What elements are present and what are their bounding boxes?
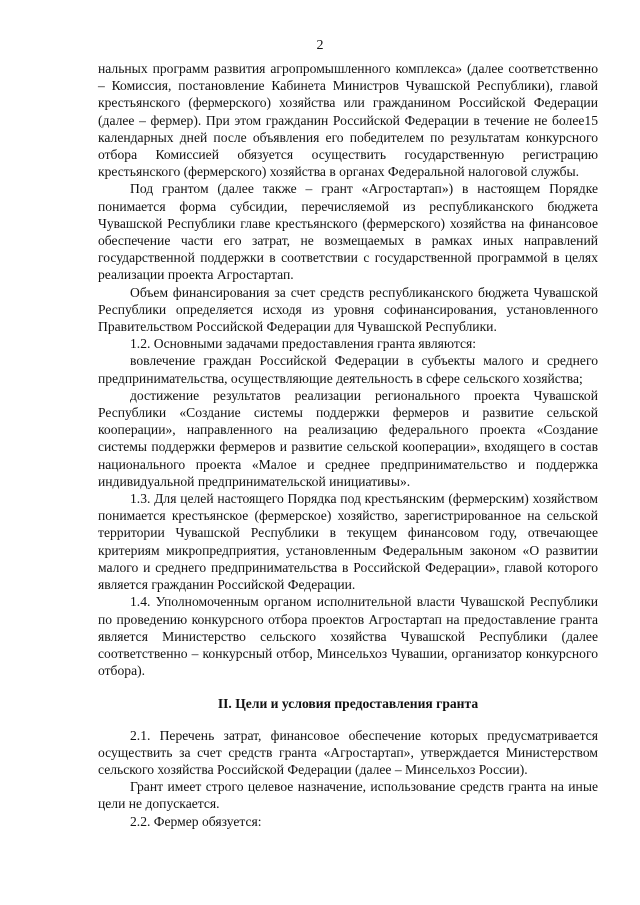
paragraph: 2.1. Перечень затрат, финансовое обеспечение которых предусматривается осуществить за счет средств гранта «Агростартап», утверждается Министерством сельского хозяйства Российской Федерации (далее – Минсельхоз России). (98, 727, 598, 777)
paragraph: 1.3. Для целей настоящего Порядка под крестьянским (фермерским) хозяйством понимается крестьянское (фермерское) хозяйство, зарегистрированное на сельской территории Чувашской Республики в текущем финансовом году, отвечающее критериям микропредприятия, установленным Федеральным законом «О развитии малого и среднего предпринимательства в Российской Федерации», главой которого является гражданин Российской Федерации. (98, 491, 598, 593)
paragraph: достижение результатов реализации регионального проекта Чувашской Республики «Создание системы поддержки фермеров и развитие сельской кооперации», направленного на реализацию федерального проекта «Создание системы поддержки фермеров и развитие сельской кооперации», входящего в состав национального проекта «Малое и среднее предпринимательство и поддержка индивидуальной предпринимательской инициативы». (98, 387, 598, 489)
page-number: 2 (316, 38, 324, 53)
paragraph: нальных программ развития агропромышленного комплекса» (далее соответственно – Комиссия, постановление Кабинета Министров Чувашской Республики), главой крестьянского (фермерского) хозяйства или гражданином Российской Федерации (далее – фермер). При этом гражданин Российской Федерации в течение не более15 календарных дней после объявления его победителем по результатам конкурсного отбора Комиссией обязуется осуществить государственную регистрацию крестьянского (фермерского) хозяйства в органах Федеральной налоговой службы. (98, 61, 598, 180)
paragraphs-top (98, 60, 598, 679)
section-heading: II. Цели и условия предоставления гранта (217, 696, 479, 712)
paragraph: 1.4. Уполномоченным органом исполнительной власти Чувашской Республики по проведению конкурсного отбора проектов Агростартап на предоставление гранта является Министерство сельского хозяйства Чувашской Республики (далее соответственно – конкурсный отбор, Минсельхоз Чувашии, организатор конкурсного отбора). (98, 594, 598, 679)
paragraph: 1.2. Основными задачами предоставления гранта являются: (130, 336, 477, 352)
paragraph: Грант имеет строго целевое назначение, использование средств гранта на иные цели не допускается. (98, 779, 598, 812)
paragraph: Под грантом (далее также – грант «Агростартап») в настоящем Порядке понимается форма субсидии, перечисляемой из республиканского бюджета Чувашской Республики главе крестьянского (фермерского) хозяйства на финансовое обеспечение части его затрат, не возмещаемых в рамках иных направлений государственной поддержки в соответствии с государственной программой в целях реализации проекта Агростартап. (98, 181, 598, 283)
paragraph: 2.2. Фермер обязуется: (130, 813, 262, 829)
paragraph: вовлечение граждан Российской Федерации в субъекты малого и среднего предпринимательства, осуществляющие деятельность в сфере сельского хозяйства; (98, 353, 598, 386)
paragraph: Объем финансирования за счет средств республиканского бюджета Чувашской Республики определяется исходя из уровня софинансирования, установленного Правительством Российской Федерации для Чувашской Республики. (98, 284, 598, 335)
document-body (98, 60, 598, 830)
paragraphs-bottom (98, 727, 598, 830)
